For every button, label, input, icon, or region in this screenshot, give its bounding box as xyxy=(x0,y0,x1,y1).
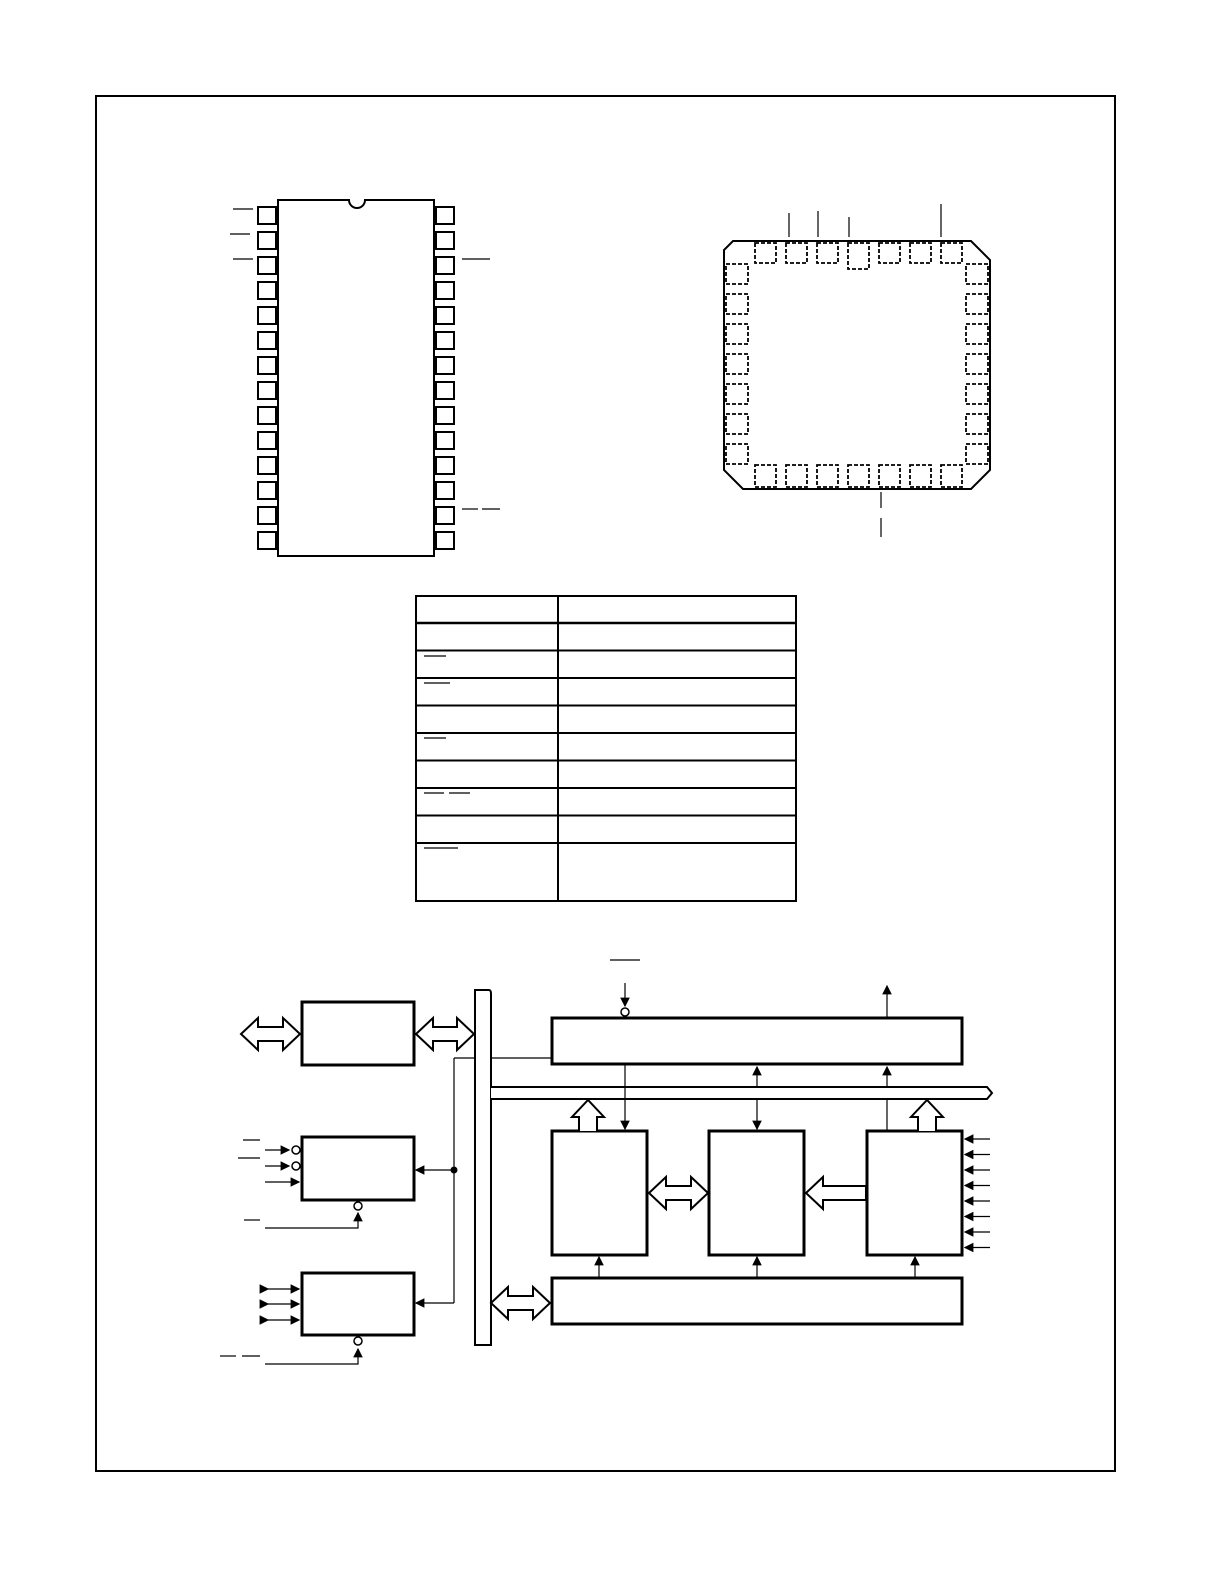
plcc-pad-right xyxy=(966,444,988,464)
inversion-bubble xyxy=(292,1162,300,1170)
dip-pin-right xyxy=(436,332,454,349)
internal-bus-horizontal xyxy=(491,1087,992,1099)
block-bottom-register xyxy=(552,1278,962,1324)
plcc-package xyxy=(724,204,990,537)
control-bottom-line xyxy=(265,1213,358,1228)
dip-pin-right xyxy=(436,382,454,399)
dip-pin-left xyxy=(258,332,276,349)
bidirectional-arrow-buffer-bus xyxy=(416,1018,474,1050)
table-frame xyxy=(416,596,796,901)
dip-pin-left xyxy=(258,457,276,474)
io-control-lines xyxy=(268,1289,299,1320)
dip-pin-right xyxy=(436,307,454,324)
dip-pin-left xyxy=(258,507,276,524)
plcc-pad-left xyxy=(726,294,748,314)
block-middle-right xyxy=(867,1131,962,1255)
inversion-bubble xyxy=(621,1008,629,1016)
hollow-arrow-up-left xyxy=(572,1100,604,1131)
plcc-pad-left xyxy=(726,324,748,344)
dip-left-pins xyxy=(258,207,276,549)
hollow-arrow-up-right xyxy=(911,1100,943,1131)
dip-pin-left xyxy=(258,482,276,499)
dip-pin-left xyxy=(258,407,276,424)
plcc-pad-right xyxy=(966,324,988,344)
plcc-pad-left xyxy=(726,414,748,434)
inversion-bubble xyxy=(354,1202,362,1210)
dip-pin-left xyxy=(258,357,276,374)
internal-bus-vertical xyxy=(475,990,491,1345)
plcc-pad-bottom xyxy=(848,465,869,487)
plcc-pad-left xyxy=(726,354,748,374)
right-side-inputs xyxy=(965,1139,990,1248)
plcc-pad-right xyxy=(966,384,988,404)
plcc-pad-bottom xyxy=(941,465,962,487)
plcc-pad-top xyxy=(755,243,776,263)
dip-body xyxy=(278,200,434,556)
plcc-pad-right xyxy=(966,414,988,434)
plcc-pad-bottom xyxy=(910,465,931,487)
plcc-body xyxy=(724,241,990,489)
plcc-pad-top xyxy=(941,243,962,263)
plcc-pad-bottom xyxy=(786,465,807,487)
junction-dot xyxy=(451,1167,457,1173)
io-bottom-line xyxy=(265,1349,358,1364)
dip-pin-left xyxy=(258,382,276,399)
block-io-control xyxy=(302,1273,414,1335)
block-control-logic xyxy=(302,1137,414,1200)
dip-pin-left xyxy=(258,307,276,324)
plcc-pad-bottom xyxy=(817,465,838,487)
plcc-pad-right xyxy=(966,264,988,284)
plcc-pad-top xyxy=(848,243,869,269)
block-diagram xyxy=(220,960,992,1364)
plcc-pad-bottom xyxy=(879,465,900,487)
dip-pin-right xyxy=(436,507,454,524)
table-rows xyxy=(416,623,796,843)
pin-description-table xyxy=(416,596,796,901)
block-middle-left xyxy=(552,1131,647,1255)
dip-pin-right xyxy=(436,357,454,374)
block-data-buffer xyxy=(302,1002,414,1065)
dip-pin-right xyxy=(436,482,454,499)
hollow-arrow-to-center-block xyxy=(806,1177,866,1209)
plcc-pad-left xyxy=(726,384,748,404)
plcc-pad-right xyxy=(966,294,988,314)
dip-pin-left xyxy=(258,432,276,449)
block-middle-center xyxy=(709,1131,804,1255)
plcc-pad-bottom xyxy=(755,465,776,487)
plcc-pad-right xyxy=(966,354,988,374)
dip-pin-right xyxy=(436,207,454,224)
dip-pin-left xyxy=(258,207,276,224)
plcc-pad-top xyxy=(817,243,838,263)
dip-pin-right xyxy=(436,232,454,249)
dip-right-pins xyxy=(436,207,454,549)
bidirectional-arrow-middle xyxy=(649,1177,708,1209)
dip-pin-left xyxy=(258,257,276,274)
dip-pin-right xyxy=(436,257,454,274)
plcc-pad-top xyxy=(910,243,931,263)
bidirectional-arrow-external xyxy=(241,1018,300,1050)
dip-pin-right xyxy=(436,532,454,549)
dip-package xyxy=(230,200,500,556)
dip-pin-left xyxy=(258,532,276,549)
dip-pin-right xyxy=(436,407,454,424)
block-top-register xyxy=(552,1018,962,1064)
dip-pin-right xyxy=(436,282,454,299)
dip-pin-right xyxy=(436,457,454,474)
plcc-pad-top xyxy=(879,243,900,263)
dip-pin-right xyxy=(436,432,454,449)
bidirectional-arrow-bus-bottom xyxy=(491,1287,550,1319)
inversion-bubble xyxy=(354,1337,362,1345)
plcc-pad-left xyxy=(726,444,748,464)
inversion-bubble xyxy=(292,1146,300,1154)
plcc-pad-top xyxy=(786,243,807,263)
plcc-pad-left xyxy=(726,264,748,284)
dip-pin-left xyxy=(258,282,276,299)
dip-pin-left xyxy=(258,232,276,249)
